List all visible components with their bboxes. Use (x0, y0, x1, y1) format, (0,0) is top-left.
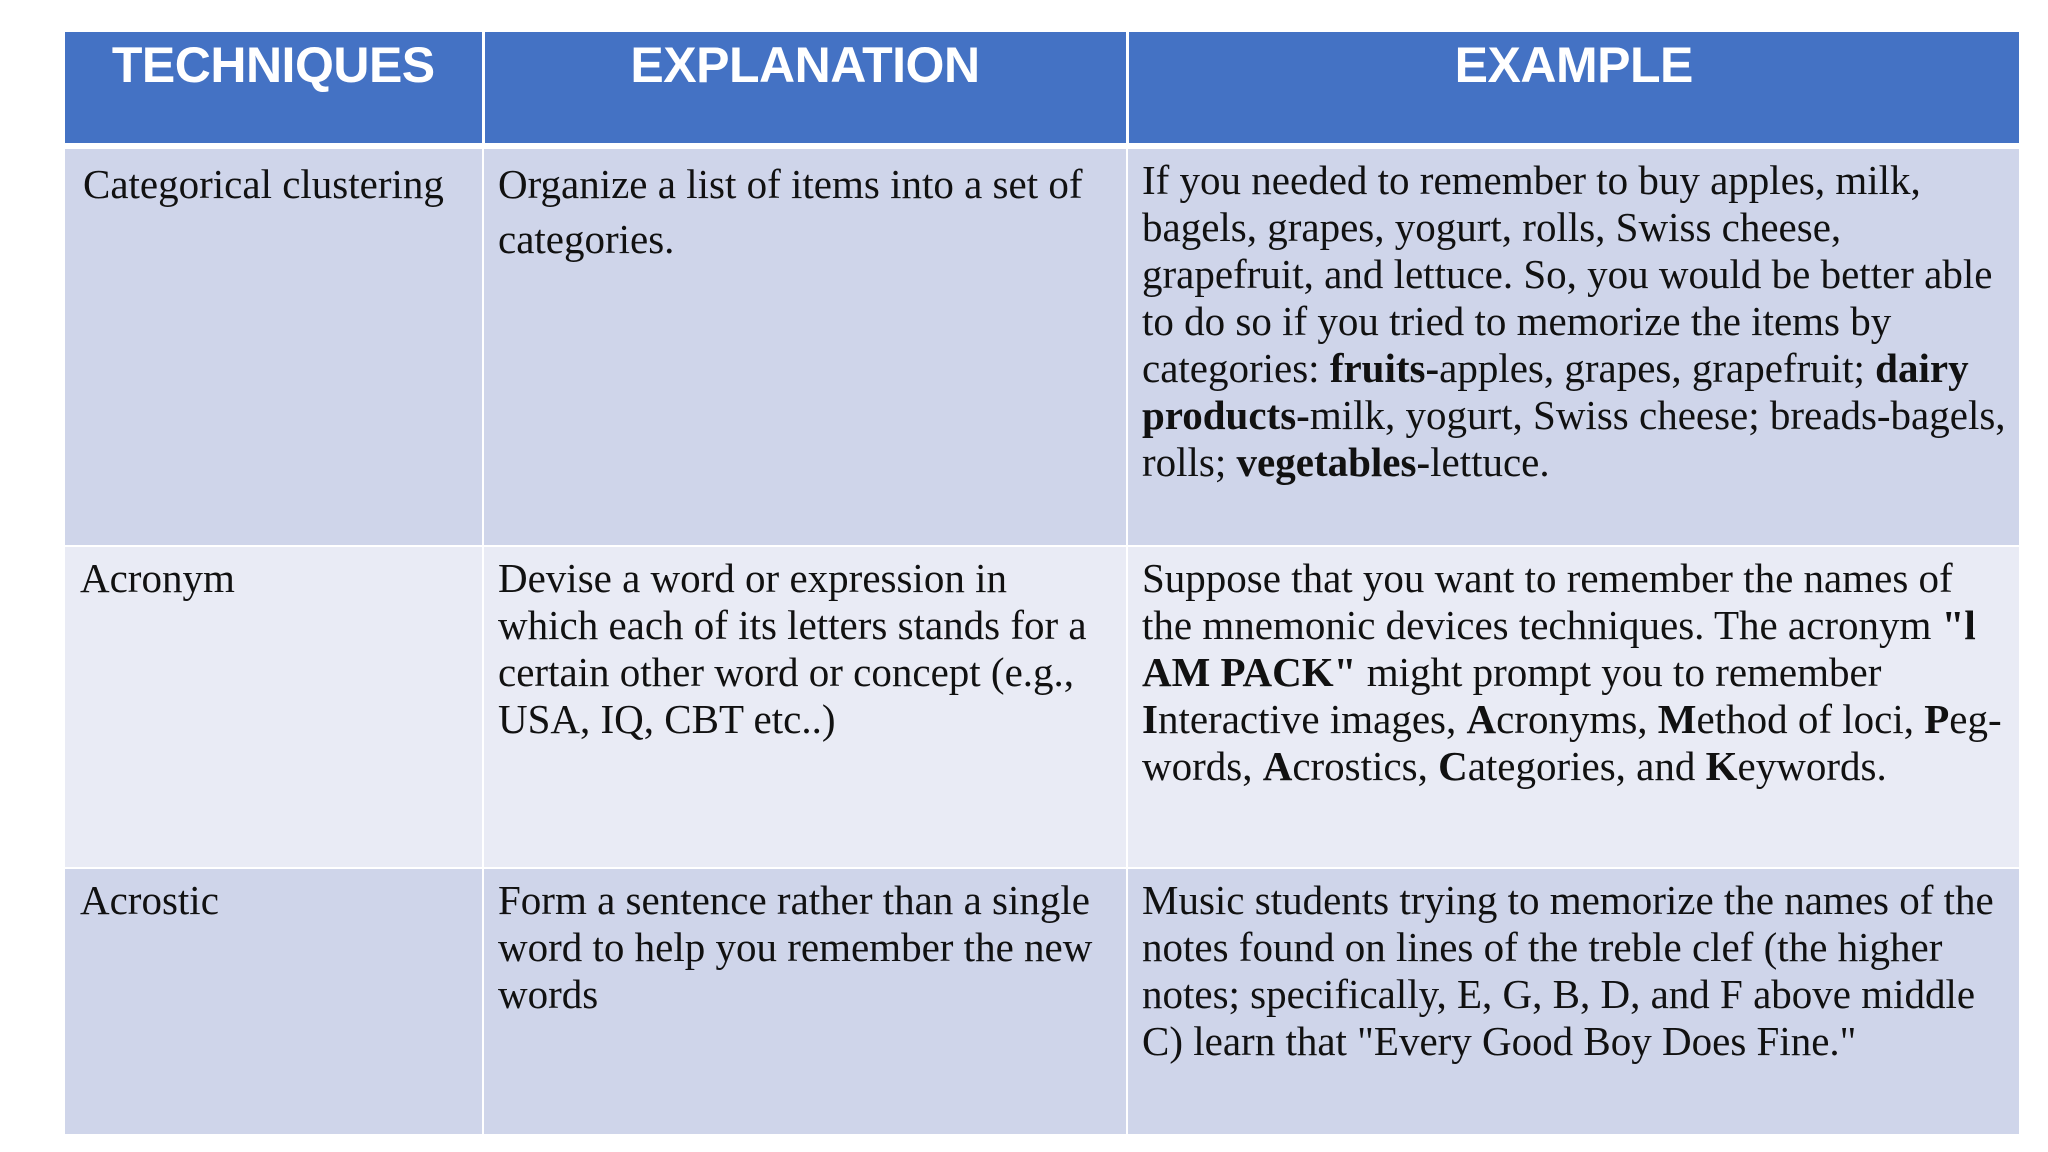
example-text: Suppose that you want to remember the names of the mnemonic devices techniques. The acronym (1142, 555, 1953, 649)
explanation-cell: Devise a word or expression in which each of its letters stands for a certain other word or concept (e.g., USA, IQ, CBT etc..) (483, 546, 1127, 868)
example-text: cronyms, (1496, 696, 1658, 743)
example-bold-letter: C (1438, 743, 1468, 790)
example-text: ethod of loci, (1696, 696, 1925, 743)
explanation-cell: Organize a list of items into a set of categories. (483, 146, 1127, 546)
example-cell (1127, 546, 2019, 868)
example-text: might prompt you to remember (1356, 649, 1882, 696)
example-bold-text: "l AM PACK" (1142, 602, 1976, 696)
example-bold-text: dairy products- (1142, 345, 1969, 438)
example-text: ategories, and (1467, 743, 1706, 790)
example-text: crostics, (1292, 743, 1439, 790)
example-text: apples, grapes, grapefruit; (1439, 345, 1876, 391)
example-text: lettuce. (1430, 439, 1550, 485)
techniques-table (65, 32, 2019, 1136)
technique-cell: Categorical clustering (65, 146, 483, 546)
header-techniques: TECHNIQUES (65, 32, 483, 146)
example-bold-letter: A (1466, 696, 1497, 743)
example-text: eg-words, (1142, 696, 2002, 790)
table-row (65, 546, 2019, 868)
table-row (65, 868, 2019, 1135)
example-text: If you needed to remember to buy apples, milk, bagels, grapes, yogurt, rolls, Swiss cheese, grapefruit, and lettuce. So, you would be better able to do so if you tried to memorize the items by categories: (1142, 157, 1993, 391)
example-bold-letter: K (1705, 743, 1738, 790)
example-cell: Music students trying to memorize the names of the notes found on lines of the treble clef (the higher notes; specifically, E, G, B, D, and F above middle C) learn that "Every Good Boy Does Fine." (1127, 868, 2019, 1135)
table-row (65, 146, 2019, 546)
explanation-cell: Form a sentence rather than a single word to help you remember the new words (483, 868, 1127, 1135)
example-text: eywords. (1737, 743, 1887, 790)
technique-cell: Acronym (65, 546, 483, 868)
example-bold-text: vegetables- (1236, 439, 1431, 485)
example-text: milk, yogurt, Swiss cheese; breads-bagels, rolls; (1142, 392, 2006, 485)
example-bold-letter: I (1142, 696, 1158, 743)
header-example: EXAMPLE (1127, 32, 2019, 146)
header-explanation: EXPLANATION (483, 32, 1127, 146)
example-bold-letter: A (1262, 743, 1293, 790)
example-text: nteractive images, (1157, 696, 1467, 743)
header-row (65, 32, 2019, 146)
example-bold-text: fruits- (1329, 345, 1440, 391)
example-bold-letter: P (1924, 696, 1950, 743)
technique-cell: Acrostic (65, 868, 483, 1135)
example-bold-letter: M (1657, 696, 1697, 743)
example-cell (1127, 146, 2019, 546)
